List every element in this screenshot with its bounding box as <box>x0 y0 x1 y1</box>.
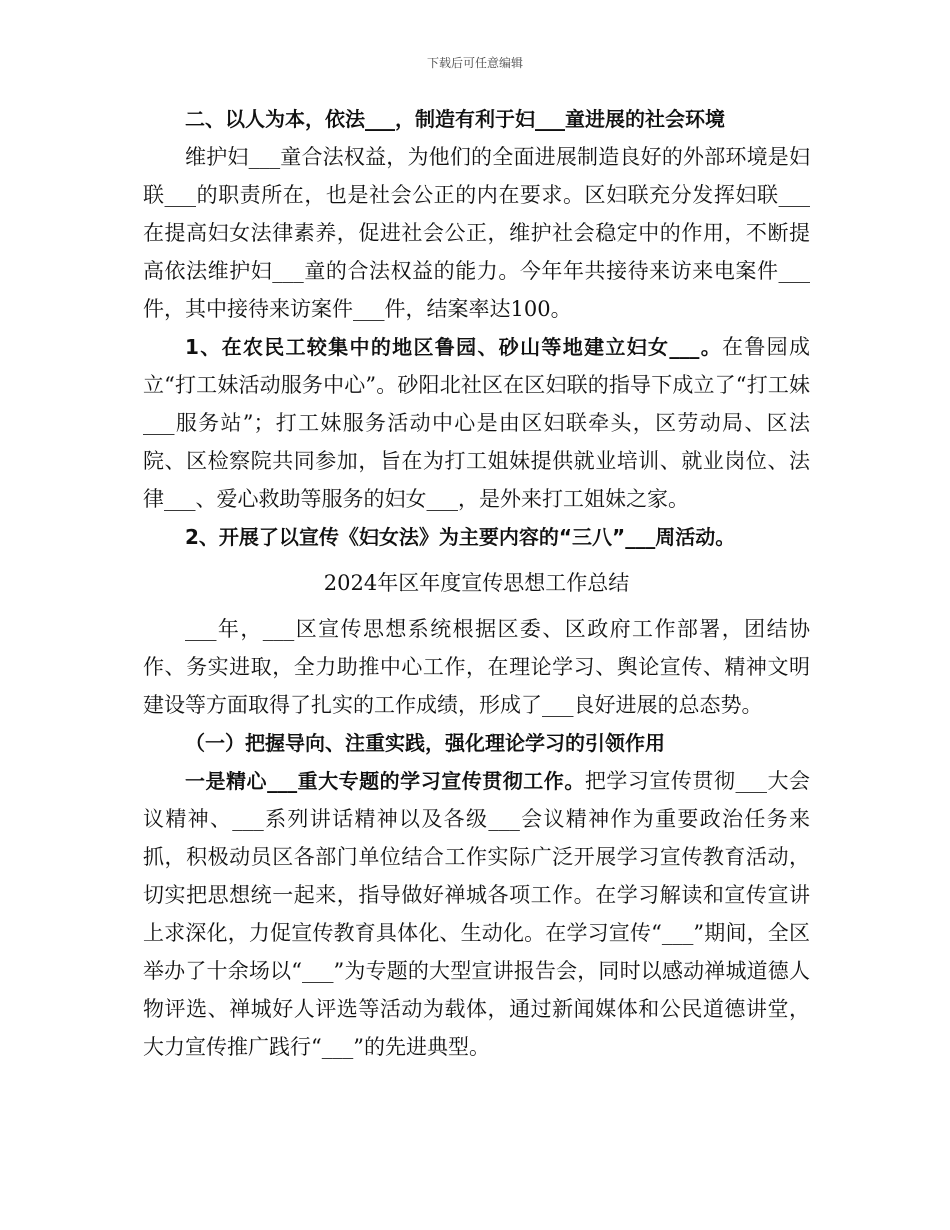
point-1-body: 把学习宣传贯彻___大会议精神、___系列讲话精神以及各级___会议精神作为重要政治任务来抓，积极动员区各部门单位结合工作实际广泛开展学习宣传教育活动，切实把思想统一起来，指导做好禅城各项工作。在学习解读和宣传宣讲上求深化，力促宣传教育具体化、生动化。在学习宣传“___”期间，全区举办了十余场以“___”为专题的大型宣讲报告会，同时以感动禅城道德人物评选、禅城好人评选等活动为载体，通过新闻媒体和公民道德讲堂，大力宣传推广践行“___”的先进典型。 <box>143 769 811 1059</box>
paragraph-summary: ___年，___区宣传思想系统根据区委、区政府工作部署，团结协作、务实进取，全力助推中心工作，在理论学习、舆论宣传、精神文明建设等方面取得了扎实的工作成绩，形成了___良好进展的总态势。 <box>143 617 810 717</box>
point-1-heading: 一是精心___重大专题的学习宣传贯彻工作。 <box>185 769 585 793</box>
subsection-heading-1: （一）把握导向、注重实践，强化理论学习的引领作用 <box>185 731 665 755</box>
item-1-heading: 1、在农民工较集中的地区鲁园、砂山等地建立妇女___。 <box>185 335 723 359</box>
item-2-heading: 2、开展了以宣传《妇女法》为主要内容的“三八”___周活动。 <box>185 525 736 549</box>
document-body <box>143 100 810 1066</box>
paragraph-point-1 <box>143 762 810 1066</box>
section-heading-2: 二、以人为本，依法___，制造有利于妇___童进展的社会环境 <box>185 107 725 131</box>
item-1-body: 在鲁园成立“打工妹活动服务中心”。砂阳北社区在区妇联的指导下成立了“打工妹___服务站”；打工妹服务活动中心是由区妇联牵头，区劳动局、区法院、区检察院共同参加，旨在为打工姐妹提供就业培训、就业岗位、法律___、爱心救助等服务的妇女___，是外来打工姐妹之家。 <box>143 335 811 511</box>
page-header: 下载后可任意编辑 <box>426 56 523 70</box>
paragraph-rights: 维护妇___童合法权益，为他们的全面进展制造良好的外部环境是妇联___的职责所在，也是社会公正的内在要求。区妇联充分发挥妇联___在提高妇女法律素养，促进社会公正，维护社会稳定中的作用，不断提高依法维护妇___童的合法权益的能力。今年年共接待来访来电案件___件，其中接待来访案件___件，结案率达100。 <box>143 145 810 321</box>
paragraph-item-1 <box>143 328 810 518</box>
document-title: 2024年区年度宣传思想工作总结 <box>323 571 630 595</box>
